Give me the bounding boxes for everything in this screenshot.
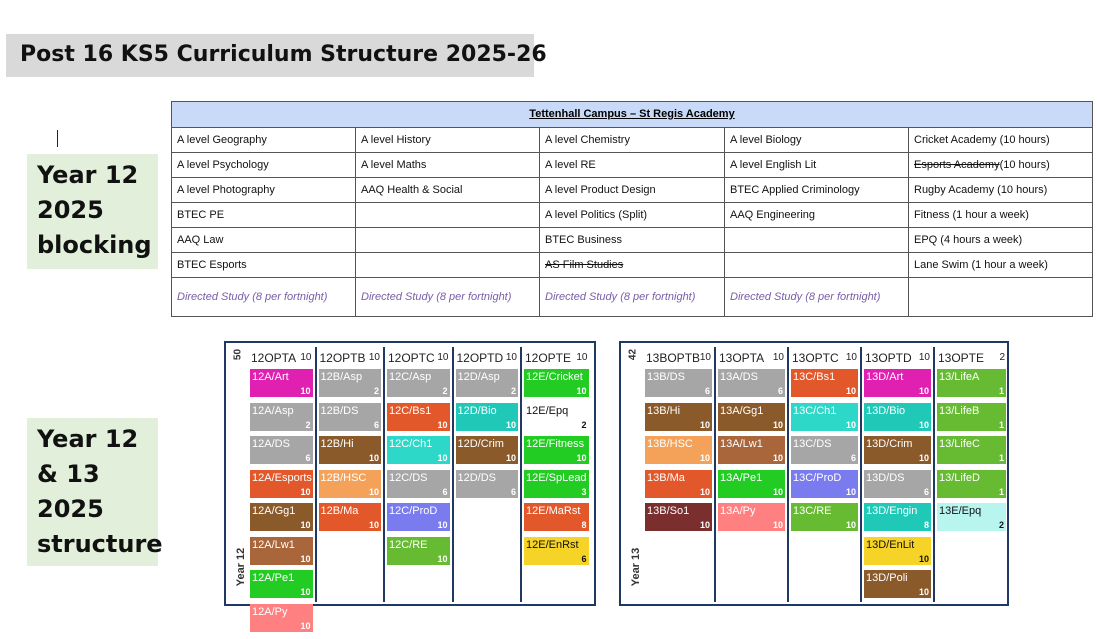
subject-size: 10 [845,486,856,497]
option-column [862,347,935,602]
blocking-cell: A level RE [540,153,725,177]
subject-code: 13D/EnLit [866,538,915,551]
subject-code: 13B/Ma [647,471,685,484]
subject-code: 12B/Hi [320,438,354,450]
subject-block[interactable] [791,436,858,464]
blocking-cell [725,228,909,252]
label-line: blocking [37,231,152,259]
subject-code: 13A/Pe1 [720,471,763,484]
subject-code: 12D/DS [457,471,497,484]
label-line: structure [37,530,163,558]
blocking-cell: A level Maths [356,153,540,177]
blocking-cell: A level History [356,128,540,152]
subject-size: 10 [437,520,448,530]
subject-code: 12A/Esports [252,471,312,484]
subject-code: 12E/Epq [526,404,569,417]
subject-code: 13A/Gg1 [720,404,764,417]
subject-size: 10 [918,553,929,564]
subject-block[interactable] [718,436,785,464]
blocking-cell [356,253,540,277]
subject-code: 12E/EnRst [526,538,579,551]
option-count: 10 [699,352,711,363]
blocking-cell: Esports Academy (10 hours) [914,159,1050,171]
option-count: 10 [505,352,517,363]
subject-size: 10 [845,520,856,530]
option-name: 13OPTE [938,351,985,365]
subject-size: 8 [581,520,587,530]
subject-block[interactable] [387,403,450,431]
subject-code: 12C/Ch1 [389,438,433,450]
subject-size: 10 [845,419,856,430]
blocking-cell: A level Product Design [540,178,725,202]
subject-size: 10 [505,453,516,463]
option-column [248,347,317,631]
subject-size: 10 [368,486,379,497]
subject-size: 6 [442,486,448,497]
subject-size: 1 [998,453,1004,463]
blocking-cell [356,228,540,252]
subject-code: 12B/Ma [320,505,359,517]
blocking-cell: BTEC Business [540,228,725,252]
subject-block[interactable] [864,436,931,464]
option-name: 12OPTA [251,351,297,365]
year-total-count: 50 [232,348,244,361]
subject-block[interactable] [319,369,382,397]
subject-code: 12A/Gg1 [252,505,296,517]
subject-block[interactable] [645,436,712,464]
option-name: 12OPTD [456,351,504,365]
option-column [643,347,716,602]
subject-code: 13B/DS [647,371,685,383]
blocking-cell: Directed Study (8 per fortnight) [540,278,725,316]
subject-size: 3 [581,486,587,497]
option-count: 10 [772,352,784,363]
blocking-cell: A level Photography [172,178,356,202]
option-count: 10 [437,352,449,363]
page-title-bar [6,34,547,77]
subject-block[interactable] [864,369,931,397]
subject-code: 12D/Bio [457,404,497,417]
subject-code: 13/LifeB [939,404,980,417]
subject-block[interactable] [864,470,931,498]
blocking-cell: Directed Study (8 per fortnight) [725,278,909,316]
subject-block[interactable] [524,503,589,531]
subject-code: 12D/Asp [457,371,500,383]
subject-code: 13A/Py [720,505,756,517]
subject-block[interactable] [319,403,382,431]
subject-block[interactable] [937,503,1006,531]
subject-block[interactable] [937,403,1006,431]
subject-size: 6 [850,453,856,463]
blocking-cell: AS Film Studies [540,253,725,277]
subject-size: 1 [998,486,1004,497]
subject-block[interactable] [250,369,313,397]
subject-size: 10 [699,486,710,497]
subject-code: 12E/Cricket [526,371,583,383]
subject-block[interactable] [387,503,450,531]
subject-size: 10 [699,520,710,530]
option-count: 10 [918,352,930,363]
option-count: 10 [845,352,857,363]
subject-code: 12C/DS [389,471,428,484]
subject-code: 13B/Hi [647,404,681,417]
blocking-cell: AAQ Health & Social [356,178,540,202]
subject-size: 2 [581,419,587,430]
year13-option-grid [619,341,1009,606]
subject-block[interactable] [250,604,313,632]
subject-size: 2 [442,386,448,396]
option-count: 10 [300,352,312,363]
subject-size: 10 [576,386,587,396]
subject-code: 13B/So1 [647,505,690,517]
subject-code: 12B/HSC [320,471,367,484]
subject-block[interactable] [524,436,589,464]
blocking-row [172,228,1092,253]
option-column-header [864,349,931,367]
subject-block[interactable] [250,403,313,431]
blocking-cell: BTEC Applied Criminology [725,178,909,202]
option-count: 10 [368,352,380,363]
subject-size: 6 [581,553,587,564]
blocking-cell [909,278,1092,316]
subject-block[interactable] [524,470,589,498]
subject-size: 2 [998,520,1004,530]
subject-code: 12A/Asp [252,404,294,417]
subject-size: 10 [918,453,929,463]
subject-size: 10 [300,520,311,530]
subject-size: 10 [437,419,448,430]
subject-size: 10 [918,386,929,396]
subject-size: 10 [772,419,783,430]
subject-block[interactable] [791,470,858,498]
option-column-header [387,349,450,367]
blocking-row [172,253,1092,278]
subject-size: 6 [777,386,783,396]
option-name: 12OPTB [319,351,366,365]
subject-block[interactable] [864,537,931,565]
option-column [716,347,789,602]
subject-block[interactable] [645,403,712,431]
subject-block[interactable] [250,503,313,531]
subject-size: 1 [998,419,1004,430]
subject-size: 10 [300,486,311,497]
subject-code: 12B/DS [320,404,359,417]
subject-code: 13D/DS [866,471,905,484]
subject-code: 13A/DS [720,371,758,383]
blocking-cell: A level Chemistry [540,128,725,152]
year-total-count: 42 [627,348,639,361]
blocking-cell: Directed Study (8 per fortnight) [172,278,356,316]
label-line: Year 12 [37,161,139,189]
option-column [317,347,386,602]
subject-code: 13D/Poli [866,572,908,584]
subject-size: 6 [305,453,311,463]
subject-block[interactable] [319,470,382,498]
subject-size: 10 [772,486,783,497]
option-column [935,347,1008,602]
subject-block[interactable] [645,470,712,498]
subject-block[interactable] [718,369,785,397]
option-count: 2 [999,352,1005,363]
label-line: & 13 [37,460,100,488]
subject-block[interactable] [387,537,450,565]
subject-block[interactable] [319,503,382,531]
subject-block[interactable] [387,470,450,498]
subject-code: 12C/RE [389,538,428,551]
blocking-cell: Lane Swim (1 hour a week) [914,259,1048,271]
option-column-header [937,349,1006,367]
subject-block[interactable] [718,503,785,531]
blocking-cell: Directed Study (8 per fortnight) [356,278,540,316]
subject-block[interactable] [524,369,589,397]
subject-block[interactable] [250,436,313,464]
subject-size: 10 [437,453,448,463]
subject-block[interactable] [791,369,858,397]
subject-block[interactable] [319,436,382,464]
subject-code: 12C/Bs1 [389,404,432,417]
subject-size: 1 [998,386,1004,396]
subject-code: 13D/Crim [866,438,913,450]
subject-block[interactable] [718,470,785,498]
subject-block[interactable] [250,570,313,598]
subject-size: 2 [305,419,311,430]
subject-size: 6 [704,386,710,396]
text-cursor [57,130,58,147]
blocking-cell: A level Biology [725,128,909,152]
subject-size: 10 [576,453,587,463]
label-line: Year 12 [37,425,139,453]
subject-code: 12A/Lw1 [252,538,295,551]
subject-code: 12B/Asp [320,371,363,383]
blocking-cell: A level English Lit [725,153,909,177]
subject-code: 13E/Epq [939,505,982,517]
blocking-row [172,203,1092,228]
subject-block[interactable] [937,436,1006,464]
blocking-cell: Cricket Academy (10 hours) [914,134,1050,146]
subject-block[interactable] [864,570,931,598]
label-line: 2025 [37,196,104,224]
subject-block[interactable] [250,537,313,565]
subject-size: 6 [373,419,379,430]
year-label: Year 12 [235,547,247,587]
option-name: 13OPTC [792,351,839,365]
subject-size: 6 [510,486,516,497]
subject-block[interactable] [937,369,1006,397]
year1213-structure-label [27,418,163,566]
blocking-table-header [172,102,1092,128]
subject-block[interactable] [524,403,589,431]
subject-size: 10 [437,553,448,564]
blocking-row [172,178,1092,203]
subject-block[interactable] [791,403,858,431]
blocking-cell: BTEC PE [172,203,356,227]
subject-size: 8 [923,520,929,530]
subject-size: 2 [373,386,379,396]
page-title: Post 16 KS5 Curriculum Structure 2025-26 [20,42,547,67]
subject-size: 10 [300,587,311,597]
blocking-table [171,101,1093,317]
subject-code: 13/LifeC [939,438,980,450]
blocking-row [172,278,1092,316]
option-column [789,347,862,602]
subject-code: 13/LifeA [939,371,980,383]
subject-code: 12C/Asp [389,371,432,383]
option-column-header [645,349,712,367]
subject-size: 2 [510,386,516,396]
subject-block[interactable] [937,470,1006,498]
option-column-header [718,349,785,367]
subject-code: 12E/MaRst [526,505,581,517]
subject-code: 12D/Crim [457,438,504,450]
blocking-cell: BTEC Esports [172,253,356,277]
year-label: Year 13 [630,547,642,587]
subject-block[interactable] [864,403,931,431]
option-column [522,347,591,602]
subject-block[interactable] [718,403,785,431]
subject-code: 13C/Ch1 [793,404,837,417]
subject-block[interactable] [250,470,313,498]
option-column-header [319,349,382,367]
subject-size: 10 [368,520,379,530]
blocking-cell [356,203,540,227]
subject-block[interactable] [456,470,519,498]
blocking-cell: A level Politics (Split) [540,203,725,227]
subject-code: 13C/DS [793,438,832,450]
subject-size: 10 [699,419,710,430]
blocking-cell: AAQ Engineering [725,203,909,227]
subject-block[interactable] [645,369,712,397]
subject-code: 13C/Bs1 [793,371,836,383]
subject-block[interactable] [645,503,712,531]
blocking-row [172,153,1092,178]
subject-code: 12A/DS [252,438,290,450]
subject-block[interactable] [456,436,519,464]
subject-code: 12E/Fitness [526,438,585,450]
option-column-header [524,349,589,367]
blocking-cell: AAQ Law [172,228,356,252]
blocking-cell: Rugby Academy (10 hours) [914,184,1048,196]
subject-block[interactable] [387,369,450,397]
option-column-header [250,349,313,367]
subject-code: 13D/Engin [866,505,918,517]
option-count: 10 [576,352,588,363]
blocking-row [172,128,1092,153]
subject-code: 12A/Pe1 [252,572,295,584]
subject-code: 13/LifeD [939,471,980,484]
subject-size: 10 [772,520,783,530]
subject-size: 10 [918,587,929,597]
subject-block[interactable] [456,369,519,397]
subject-size: 10 [368,453,379,463]
subject-block[interactable] [456,403,519,431]
subject-size: 10 [918,419,929,430]
year12-option-grid [224,341,596,631]
option-name: 12OPTC [388,351,435,365]
blocking-cell: A level Psychology [172,153,356,177]
subject-size: 10 [699,453,710,463]
option-name: 13BOPTB [646,351,701,365]
subject-block[interactable] [864,503,931,531]
option-column [454,347,523,602]
subject-size: 10 [300,553,311,564]
option-column-header [791,349,858,367]
blocking-cell: EPQ (4 hours a week) [914,234,1023,246]
subject-block[interactable] [524,537,589,565]
subject-size: 10 [772,453,783,463]
subject-code: 12A/Py [252,605,288,618]
option-column-header [456,349,519,367]
subject-size: 10 [845,386,856,396]
subject-size: 6 [923,486,929,497]
year12-blocking-label [27,154,158,269]
subject-size: 10 [300,386,311,396]
blocking-cell: Fitness (1 hour a week) [914,209,1029,221]
blocking-cell: A level Geography [172,128,356,152]
campus-title: Tettenhall Campus – St Regis Academy [529,108,735,120]
subject-code: 13D/Art [866,371,904,383]
subject-block[interactable] [791,503,858,531]
subject-code: 13C/ProD [793,471,842,484]
blocking-cell [725,253,909,277]
option-name: 12OPTE [525,351,572,365]
subject-code: 12C/ProD [389,505,438,517]
subject-block[interactable] [387,436,450,464]
option-name: 13OPTA [719,351,765,365]
subject-code: 12E/SpLead [526,471,587,484]
subject-code: 13B/HSC [647,438,693,450]
option-name: 13OPTD [865,351,912,365]
label-line: 2025 [37,495,104,523]
option-column [385,347,454,602]
subject-code: 13D/Bio [866,404,906,417]
subject-code: 13C/RE [793,505,832,517]
subject-code: 13A/Lw1 [720,438,763,450]
subject-size: 10 [505,419,516,430]
subject-size: 10 [300,620,311,631]
subject-code: 12A/Art [252,371,289,383]
